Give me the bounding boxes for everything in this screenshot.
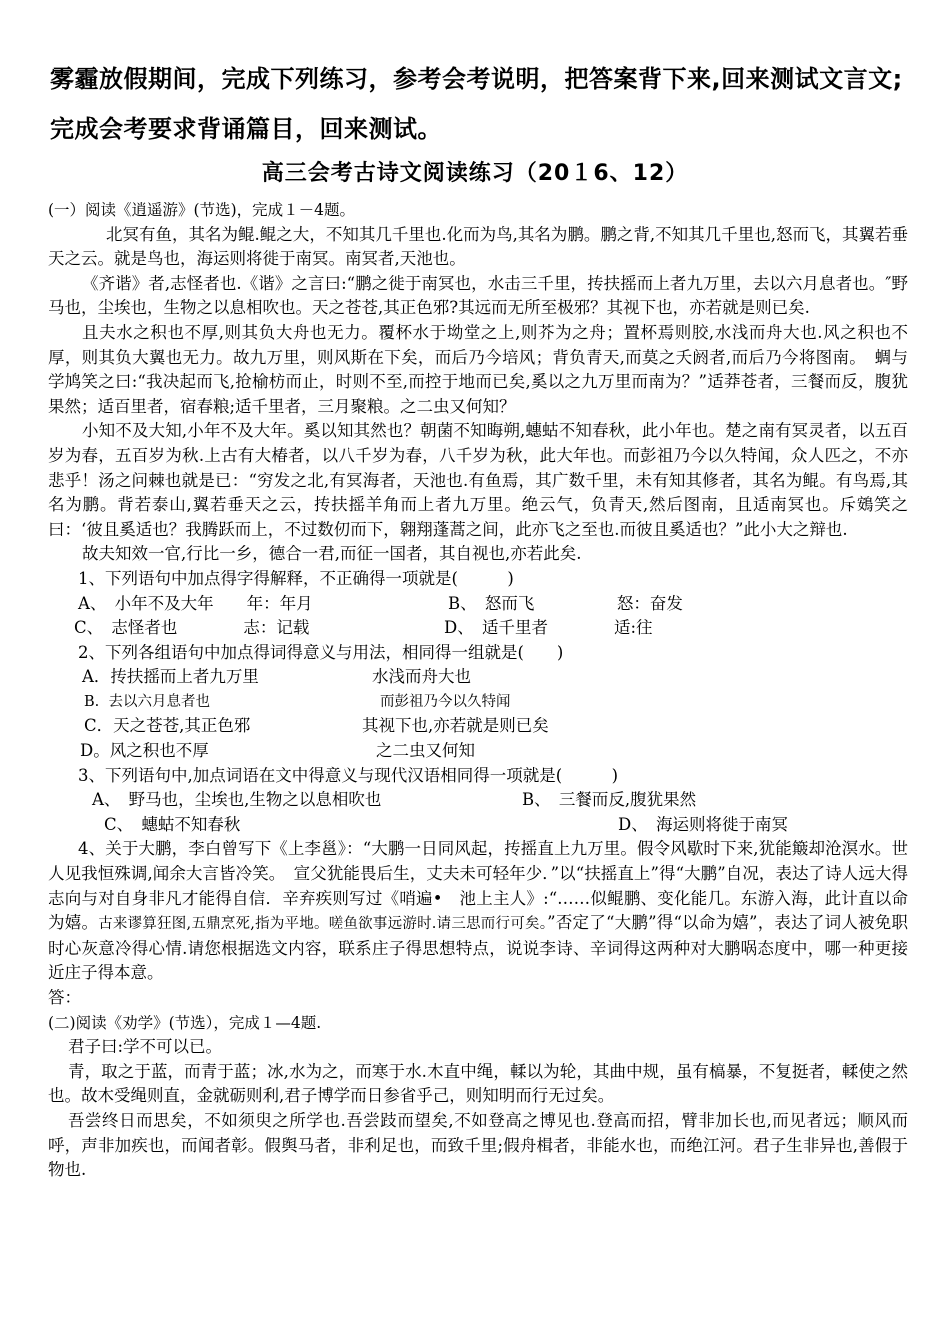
passage-paragraph: 《齐谐》者,志怪者也.《谐》之言曰:“鹏之徙于南冥也，水击三千里，抟扶摇而上者九万里，去以六月息者也。″野马也，尘埃也，生物之以息相吹也。天之苍苍,其正色邪?其远而无所至极邪？其视下也，亦若就是则已矣. — [48, 273, 908, 318]
option-d-left: D。风之积也不厚 — [80, 741, 209, 761]
answer-label: 答： — [48, 988, 81, 1007]
option-d: D、 海运则将徙于南冥 — [618, 814, 788, 834]
question-1-options-row — [48, 616, 908, 641]
document-body — [48, 198, 908, 1183]
passage-paragraph: 君子曰:学不可以已。 — [68, 1037, 223, 1057]
question-2-option — [48, 665, 908, 690]
option-a: A、 野马也，尘埃也,生物之以息相吹也 — [92, 790, 382, 810]
question-3-options-row — [48, 788, 908, 813]
passage-paragraph: 北冥有鱼，其名为鲲.鲲之大，不知其几千里也.化而为鸟,其名为鹏。鹏之背,不知其几千里也,怒而飞，其翼若垂天之云。就是鸟也，海运则将徙于南冥。南冥者,天池也。 — [48, 224, 908, 269]
question-4 — [48, 837, 908, 986]
question-4-text: 4、关于大鹏，李白曾写下《上李邕》：“大鹏一日同风起，抟摇直上九万里。假令风歇时下来,犹能簸却沧溟水。世人见我恒殊调,闻余大言皆冷笑。 宣父犹能畏后生，丈夫未可轻年少．”以“扶摇直上”得“大鹏”自况，表达了诗人远大得志向与对自身非凡才能得自信．辛弃疾则写过《哨遍• 池上主人》:“……似鲲鹏、变化能几。东游入海，此计直以命为嬉。 — [48, 839, 908, 933]
option-b-left: B. 去以六月息者也 — [84, 693, 210, 710]
option-d-right: 之二虫又何知 — [376, 741, 475, 761]
option-b-right: 而彭祖乃今以久特闻 — [380, 693, 511, 710]
option-a-right: 水浅而舟大也 — [372, 667, 471, 687]
option-a-left: A．抟扶摇而上者九万里 — [82, 667, 259, 687]
option-b: B、 怒而飞 怒：奋发 — [448, 593, 683, 613]
holiday-instruction: 雾霾放假期间，完成下列练习，参考会考说明，把答案背下来,回来测试文言文;完成会考要求背诵篇目，回来测试。 — [50, 65, 903, 143]
option-d: D、 适千里者 适:往 — [444, 618, 653, 638]
passage-paragraph: 吾尝终日而思矣，不如须臾之所学也.吾尝跂而望矣,不如登高之博见也.登高而招，臂非加长也,而见者远；顺风而呼，声非加疾也，而闻者彰。假舆马者，非利足也，而致千里;假舟楫者，非能水也，而绝江河。君子生非异也,善假于物也. — [48, 1110, 908, 1180]
option-c: C、 蟪蛄不知春秋 — [104, 814, 241, 834]
passage-paragraph: 且夫水之积也不厚,则其负大舟也无力。覆杯水于坳堂之上,则芥为之舟；置杯焉则胶,水浅而舟大也.风之积也不厚，则其负大翼也无力。故九万里，则风斯在下矣，而后乃今培风；背负青天,而莫之夭阏者,而后乃今将图南。 蜩与学鸠笑之曰:“我决起而飞,抢榆枋而止，时则不至,而控于地而已矣,奚以之九万里而南为？”适莽苍者，三餐而反，腹犹果然；适百里者，宿春粮;适千里者，三月聚粮。之二虫又何知？ — [48, 322, 908, 416]
passage-paragraph: 小知不及大知,小年不及大年。奚以知其然也？朝菌不知晦朔,蟪蛄不知春秋，此小年也。楚之南有冥灵者，以五百岁为春，五百岁为秋.上古有大椿者，以八千岁为春，八千岁为秋，此大年也。而彭祖乃今以久特闻，众人匹之，不亦悲乎！汤之问棘也就是已：“穷发之北,有冥海者，天池也.有鱼焉，其广数千里，未有知其修者，其名为鲲。有鸟焉,其名为鹏。背若泰山,翼若垂天之云，抟扶摇羊角而上者九万里。绝云气，负青天,然后图南，且适南冥也。斥鴳笑之曰：‘彼且奚适也？我腾跃而上，不过数仞而下，翱翔蓬蒿之间，此亦飞之至也.而彼且奚适也？”此小大之辩也. — [48, 421, 908, 539]
option-c-right: 其视下也,亦若就是则已矣 — [362, 716, 549, 736]
question-2-option — [48, 739, 908, 764]
question-4-text-continued: ”否定了“大鹏”得“以命为嬉”，表达了词人被免职时心灰意冷得心情.请您根据选文内容，联系庄子得思想特点，说说李诗、辛词得这两种对大鹏㖞态度中，哪一种更接近庄子得本意。 — [48, 913, 909, 983]
question-4-small-quote: 古来谬算狂图,五鼎烹死,指为平地。嗟鱼欲事远游时.请三思而行可矣。 — [98, 916, 548, 933]
question-2-option — [48, 714, 908, 739]
passage-paragraph: 青，取之于蓝，而青于蓝；冰,水为之，而寒于水.木直中绳，輮以为轮，其曲中规，虽有槁暴，不复挺者，輮使之然也。故木受绳则直，金就砺则利,君子博学而日参省乎己，则知明而行无过矣。 — [48, 1061, 908, 1106]
section-2-heading: (二)阅读《劝学》(节选），完成１—4题. — [48, 1013, 322, 1032]
question-3-options-row — [48, 813, 908, 838]
option-b: B、 三餐而反,腹犹果然 — [522, 790, 697, 810]
question-1-stem: 1、下列语句中加点得字得解释，不正确得一项就是( ) — [78, 568, 514, 588]
option-c: C、 志怪者也 志：记载 — [74, 618, 310, 638]
option-c-left: C．天之苍苍,其正色邪 — [84, 716, 251, 736]
option-a: A、 小年不及大年 年：年月 — [78, 593, 313, 613]
passage-paragraph: 故夫知效一官,行比一乡，德合一君,而征一国者，其自视也,亦若此矣. — [82, 544, 582, 564]
page-title: 高三会考古诗文阅读练习（20１6、12） — [261, 161, 689, 186]
question-2-stem: 2、下列各组语句中加点得词得意义与用法，相同得一组就是( ) — [78, 642, 564, 662]
question-3-stem: 3、下列语句中,加点词语在文中得意义与现代汉语相同得一项就是( ) — [78, 765, 619, 785]
section-1-heading: (一）阅读《逍遥游》(节选)，完成１－4题。 — [48, 201, 356, 219]
question-1-options-row — [48, 592, 908, 617]
question-2-option — [48, 690, 908, 715]
